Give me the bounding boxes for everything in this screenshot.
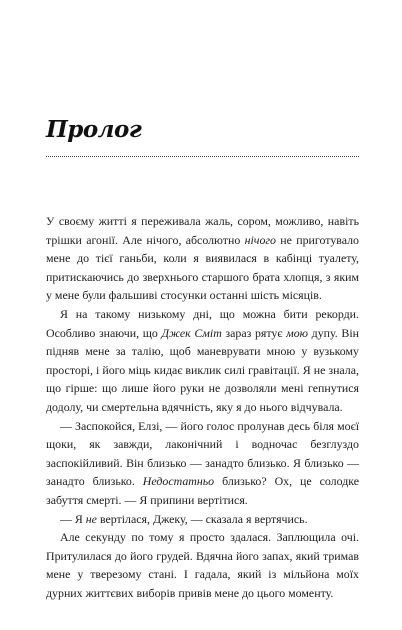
chapter-body: [46, 212, 359, 602]
text-segment: — Заспокойся, Елзі, — його голос пролунав десь біля моєї щоки, як завжди, лаконічний і водночас безглуздо заспокійливий. Він близько — занадто близько. Я близько — занадто близько.: [46, 418, 359, 489]
text-segment: близько? Ох, це солодке забуття смерті. — Я припини вертітися.: [46, 474, 360, 507]
emphasis-segment: Недостатньо: [142, 474, 215, 489]
paragraph-5: [46, 528, 359, 602]
text-segment: Але секунду по тому я просто здалася. Заплющила очі. Притулилася до його грудей. Вдячна його запах, який тримав мене у тверезому стані. І гадала, який із мільйона моїх дурних життєвих виборів привів мене до цього моменту.: [46, 530, 359, 600]
chapter-title: Пролог: [46, 116, 142, 143]
text-segment: — Я: [60, 511, 86, 526]
text-segment: У своєму житті я переживала жаль, сором, можливо, навіть трішки агонії. Але нічого, абсолютно: [46, 214, 359, 247]
paragraph-2: [46, 305, 359, 417]
dotted-divider: [46, 156, 359, 157]
emphasis-segment: мою: [286, 325, 309, 340]
paragraph-4: [46, 510, 359, 529]
text-segment: Я на такому низькому дні, що можна бити рекорди. Особливо знаючи, що: [46, 306, 359, 340]
text-segment: вертілася, Джеку, — сказала я вертячись.: [96, 511, 308, 526]
text-segment: не приготувало мене до тієї ганьби, коли я виявилася в кабінці туалету, притискаючись до зверхнього старшого брата хлопця, з яким у мене були фальшиві стосунки останні шість місяців.: [46, 232, 359, 303]
emphasis-segment: нічого: [244, 232, 276, 247]
emphasis-segment: Джек Сміт: [161, 325, 222, 340]
paragraph-3: [46, 417, 359, 510]
text-segment: дупу. Він підняв мене за талію, щоб маневрувати мною у вузькому просторі, і його міць кидає виклик силі гравітації. Я не знала, що гірше: що лише його руки не дозволяли мені гепнутися додолу, чи смертельна вдячність, яку я до нього відчувала.: [46, 325, 359, 414]
emphasis-segment: не: [85, 511, 97, 526]
paragraph-1: [46, 212, 359, 305]
text-segment: зараз рятує: [221, 325, 287, 340]
